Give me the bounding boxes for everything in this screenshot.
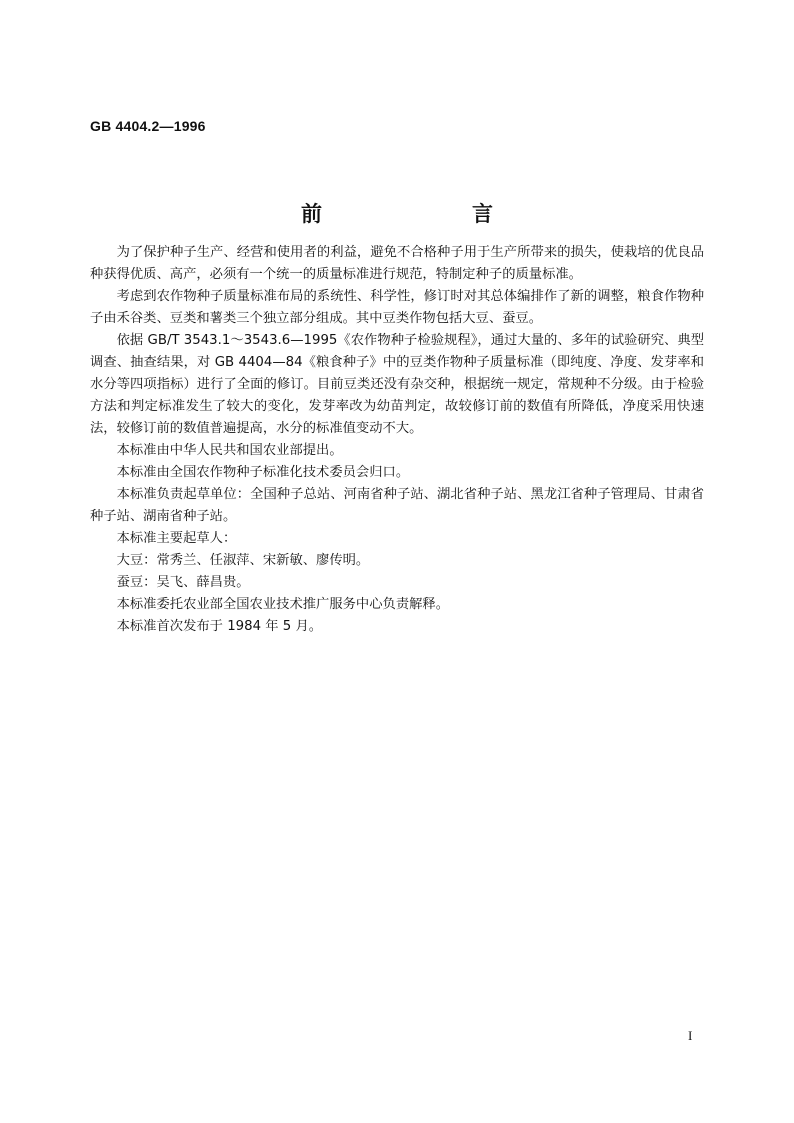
paragraph-structure: 考虑到农作物种子质量标准布局的系统性、科学性，修订时对其总体编排作了新的调整，粮食作物种子由禾谷类、豆类和薯类三个独立部分组成。其中豆类作物包括大豆、蚕豆。 — [90, 289, 704, 326]
paragraph-proposer: 本标准由中华人民共和国农业部提出。 — [116, 443, 343, 458]
paragraph-interpretation: 本标准委托农业部全国农业技术推广服务中心负责解释。 — [116, 597, 450, 612]
standard-code: GB 4404.2—1996 — [90, 118, 206, 134]
foreword-body — [90, 242, 704, 638]
paragraph-purpose: 为了保护种子生产、经营和使用者的利益，避免不合格种子用于生产所带来的损失，使栽培的优良品种获得优质、高产，必须有一个统一的质量标准进行规范，特制定种子的质量标准。 — [90, 245, 704, 282]
paragraph-drafting-units: 本标准负责起草单位：全国种子总站、河南省种子站、湖北省种子站、黑龙江省种子管理局、甘肃省种子站、湖南省种子站。 — [90, 487, 704, 524]
paragraph-drafters-heading: 本标准主要起草人： — [116, 531, 237, 546]
paragraph-administrator: 本标准由全国农作物种子标准化技术委员会归口。 — [116, 465, 410, 480]
paragraph-basis: 依据 GB/T 3543.1～3543.6—1995《农作物种子检验规程》，通过大量的、多年的试验研究、典型调查、抽查结果，对 GB 4404—84《粮食种子》中的豆类作物种子质量标准（即纯度、净度、发芽率和水分等四项指标）进行了全面的修订。目前豆类还没有杂交种，根据统一规定，常规种不分级。由于检验方法和判定标准发生了较大的变化，发芽率改为幼苗判定，故较修订前的数值有所降低，净度采用快速法，较修订前的数值普遍提高，水分的标准值变动不大。 — [90, 333, 704, 436]
page-title: 前 言 — [301, 202, 529, 226]
paragraph-drafters-broadbean: 蚕豆：吴飞、薛昌贵。 — [116, 575, 250, 590]
paragraph-first-issue: 本标准首次发布于 1984 年 5 月。 — [116, 619, 323, 634]
paragraph-drafters-soybean: 大豆：常秀兰、任淑萍、宋新敏、廖传明。 — [116, 553, 370, 568]
page-number: I — [688, 1028, 693, 1043]
